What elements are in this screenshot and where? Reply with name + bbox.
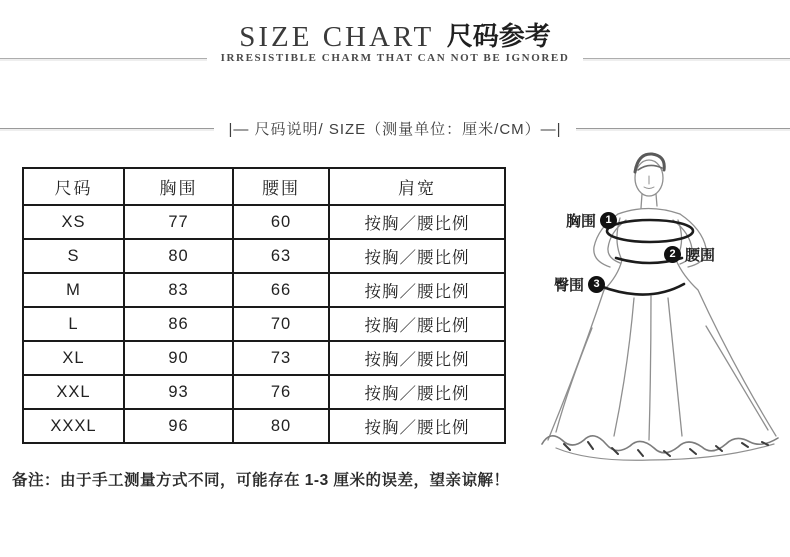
label-hip-text: 臀围 — [554, 277, 585, 294]
table-cell: XXL — [23, 375, 124, 409]
table-cell: 93 — [124, 375, 233, 409]
table-row — [23, 307, 505, 341]
table-cell: L — [23, 307, 124, 341]
col-header-size: 尺码 — [23, 168, 124, 205]
table-cell: XXXL — [23, 409, 124, 443]
label-hip — [554, 274, 605, 295]
divider-line-right — [576, 128, 790, 129]
table-cell: XS — [23, 205, 124, 239]
table-cell: S — [23, 239, 124, 273]
col-header-bust: 胸围 — [124, 168, 233, 205]
table-cell: 86 — [124, 307, 233, 341]
badge-2: 2 — [664, 246, 681, 263]
measurement-note: 备注：由于手工测量方式不同，可能存在 1-3 厘米的误差，望亲谅解！ — [12, 472, 510, 489]
table-cell: 60 — [233, 205, 329, 239]
section-divider-text: |— 尺码说明/ SIZE（测量单位：厘米/CM）—| — [228, 121, 562, 138]
size-table-body — [23, 205, 505, 443]
table-cell: 76 — [233, 375, 329, 409]
subtitle-line-right — [583, 58, 790, 59]
table-cell: 按胸／腰比例 — [329, 409, 505, 443]
table-cell: 83 — [124, 273, 233, 307]
badge-3: 3 — [588, 276, 605, 293]
label-waist — [664, 244, 715, 265]
size-table — [22, 167, 506, 444]
table-header-row — [23, 168, 505, 205]
table-cell: 按胸／腰比例 — [329, 205, 505, 239]
page-title-en: SIZE CHART — [239, 21, 435, 53]
page-title — [0, 16, 790, 54]
hip-measure-line — [600, 284, 684, 295]
col-header-waist: 腰围 — [233, 168, 329, 205]
subtitle-row — [0, 52, 790, 64]
table-cell: 63 — [233, 239, 329, 273]
table-cell: 96 — [124, 409, 233, 443]
table-row — [23, 341, 505, 375]
label-bust — [566, 210, 617, 231]
badge-1: 1 — [600, 212, 617, 229]
table-cell: 77 — [124, 205, 233, 239]
table-cell: M — [23, 273, 124, 307]
page-subtitle: IRRESISTIBLE CHARM THAT CAN NOT BE IGNORED — [220, 52, 570, 64]
table-cell: 80 — [124, 239, 233, 273]
table-cell: 按胸／腰比例 — [329, 341, 505, 375]
table-cell: 按胸／腰比例 — [329, 273, 505, 307]
divider-line-left — [0, 128, 214, 129]
table-cell: 按胸／腰比例 — [329, 239, 505, 273]
table-cell: XL — [23, 341, 124, 375]
page-title-cn: 尺码参考 — [446, 21, 551, 51]
dress-illustration — [530, 148, 790, 493]
subtitle-line-left — [0, 58, 207, 59]
table-row — [23, 409, 505, 443]
table-row — [23, 205, 505, 239]
bust-measure-line — [607, 220, 693, 242]
dress-sketch — [530, 148, 790, 493]
label-bust-text: 胸围 — [566, 213, 597, 230]
table-cell: 70 — [233, 307, 329, 341]
table-row — [23, 273, 505, 307]
table-cell: 按胸／腰比例 — [329, 375, 505, 409]
table-row — [23, 375, 505, 409]
section-divider — [0, 118, 790, 139]
label-waist-text: 腰围 — [685, 247, 716, 264]
table-cell: 按胸／腰比例 — [329, 307, 505, 341]
table-cell: 80 — [233, 409, 329, 443]
table-row — [23, 239, 505, 273]
table-cell: 90 — [124, 341, 233, 375]
table-cell: 66 — [233, 273, 329, 307]
table-cell: 73 — [233, 341, 329, 375]
col-header-shoulder: 肩宽 — [329, 168, 505, 205]
